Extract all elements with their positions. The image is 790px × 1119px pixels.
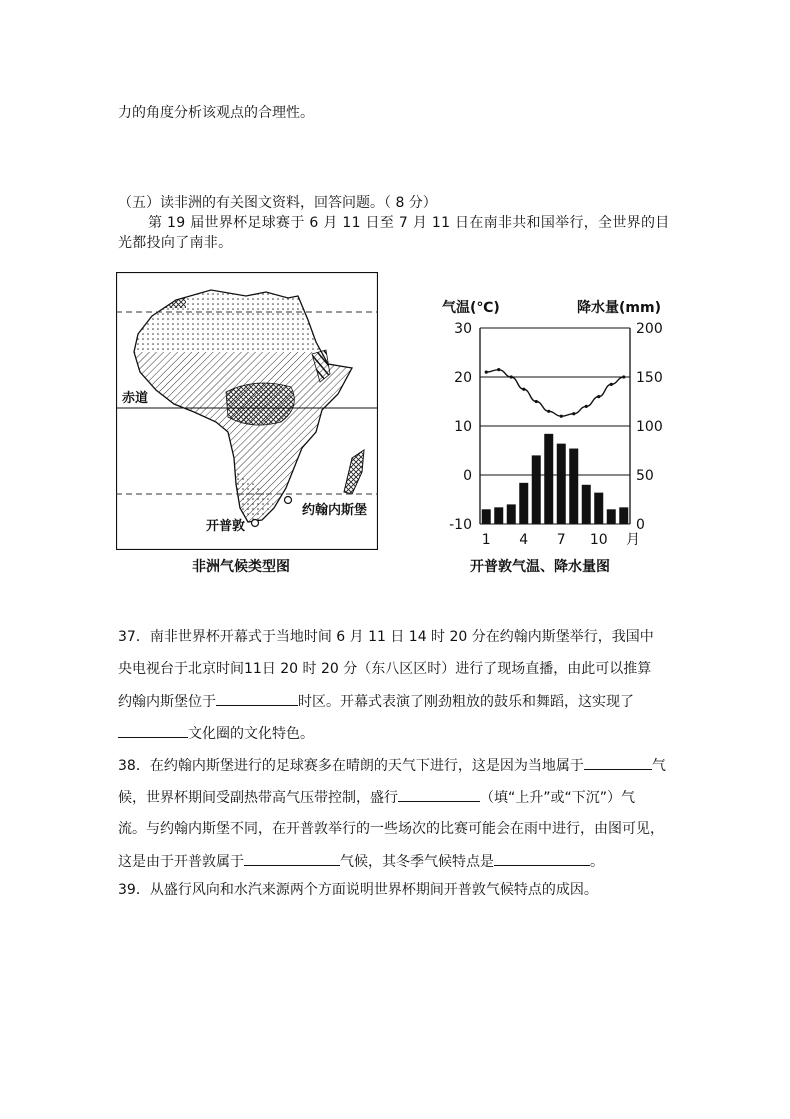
x-tick-label: 10 (589, 532, 608, 548)
johannesburg-marker (285, 497, 292, 504)
right-tick-label: 0 (636, 517, 645, 533)
temperature-point (485, 371, 488, 374)
left-tick-label: 30 (454, 321, 472, 337)
intro-tail: 力的角度分析该观点的合理性。 (118, 105, 314, 121)
precip-bar (557, 444, 566, 524)
temperature-point (522, 388, 525, 391)
chart-caption: 开普敦气温、降水量图 (470, 559, 610, 575)
left-tick-label: 0 (463, 468, 472, 484)
precip-bar (582, 485, 591, 524)
right-tick-label: 150 (636, 370, 663, 386)
right-tick-label: 100 (636, 419, 663, 435)
section-intro: 第 19 届世界杯足球赛于 6 月 11 日至 7 月 11 日在南非共和国举行，全世界的目光都投向了南非。 (118, 215, 670, 251)
precip-bar (494, 507, 503, 524)
right-axis-label: 降水量(mm) (577, 300, 661, 316)
precip-bar (619, 507, 628, 524)
q37-timezone-blank[interactable] (216, 691, 298, 706)
precip-bar (532, 455, 541, 524)
temperature-point (585, 405, 588, 408)
equator-label: 赤道 (122, 391, 149, 406)
q38-capetown-climate-blank[interactable] (244, 851, 340, 866)
q37-line3 (118, 691, 634, 712)
left-tick-label: 20 (454, 370, 472, 386)
cape-town-climate-chart (442, 292, 678, 554)
q38-airflow-blank[interactable] (398, 787, 480, 802)
x-tick-label: 4 (519, 532, 529, 548)
precip-bar (507, 504, 516, 524)
x-tick-label: 7 (556, 532, 566, 548)
section-title: （五）读非洲的有关图文资料，回答问题。（ 8 分） (118, 195, 437, 211)
cape-town-label: 开普敦 (206, 519, 246, 534)
temperature-point (622, 375, 625, 378)
q38-climate-blank[interactable] (584, 755, 652, 770)
q37-line4 (118, 723, 314, 744)
q38-line3: 流。与约翰内斯堡不同，在开普敦举行的一些场次的比赛可能会在雨中进行，由图可见， (118, 821, 664, 837)
q38-line1-text-b: 气 (651, 758, 666, 774)
q37-line4-text: 文化圈的文化特色。 (188, 726, 314, 742)
q37-culture-blank[interactable] (118, 723, 188, 738)
q37-line3-text-a: 约翰内斯堡位于 (118, 694, 216, 710)
cape-town-marker (252, 520, 259, 527)
precip-bar (482, 509, 491, 524)
q37-line1: 37．南非世界杯开幕式于当地时间 6 月 11 日 14 时 20 分在约翰内斯堡举行，我国中 (118, 629, 654, 645)
africa-climate-map (116, 272, 378, 550)
right-tick-label: 200 (636, 321, 663, 337)
precip-bar (519, 483, 528, 524)
q38-line2-text-b: （填“上升”或“下沉”）气 (480, 790, 636, 806)
q38-line4-text-a: 这是由于开普敦属于 (118, 854, 244, 870)
left-tick-label: -10 (449, 517, 472, 533)
q38-line1 (118, 755, 666, 776)
map-caption: 非洲气候类型图 (192, 559, 290, 575)
q38-line4-text-c: 。 (590, 854, 604, 870)
temperature-point (572, 412, 575, 415)
temperature-point (560, 415, 563, 418)
x-tick-label: 1 (481, 532, 491, 548)
temperature-point (535, 400, 538, 403)
left-tick-label: 10 (454, 419, 472, 435)
q38-line1-text-a: 38．在约翰内斯堡进行的足球赛多在晴朗的天气下进行，这是因为当地属于 (118, 758, 584, 774)
temperature-point (510, 375, 513, 378)
temperature-point (597, 395, 600, 398)
temperature-point (547, 410, 550, 413)
left-axis-label: 气温(℃) (442, 300, 500, 316)
temperature-point (497, 368, 500, 371)
precip-bar (544, 434, 553, 524)
q38-line2-text-a: 候，世界杯期间受副热带高气压带控制，盛行 (118, 790, 398, 806)
q39: 39．从盛行风向和水汽来源两个方面说明世界杯期间开普敦气候特点的成因。 (118, 882, 598, 898)
right-tick-label: 50 (636, 468, 654, 484)
q38-line4 (118, 851, 604, 872)
q38-winter-feature-blank[interactable] (494, 851, 590, 866)
q38-line4-text-b: 气候，其冬季气候特点是 (340, 854, 494, 870)
q37-line2: 央电视台于北京时间11日 20 时 20 分（东八区区时）进行了现场直播，由此可以推算 (118, 661, 652, 677)
q37-line3-text-b: 时区。开幕式表演了刚劲粗放的鼓乐和舞蹈，这实现了 (298, 694, 634, 710)
precip-bar (569, 449, 578, 524)
precip-bar (594, 493, 603, 524)
johannesburg-label: 约翰内斯堡 (302, 503, 368, 518)
q38-line2 (118, 787, 635, 808)
x-unit-label: 月 (626, 532, 640, 548)
temperature-point (610, 383, 613, 386)
precip-bar (607, 509, 616, 524)
